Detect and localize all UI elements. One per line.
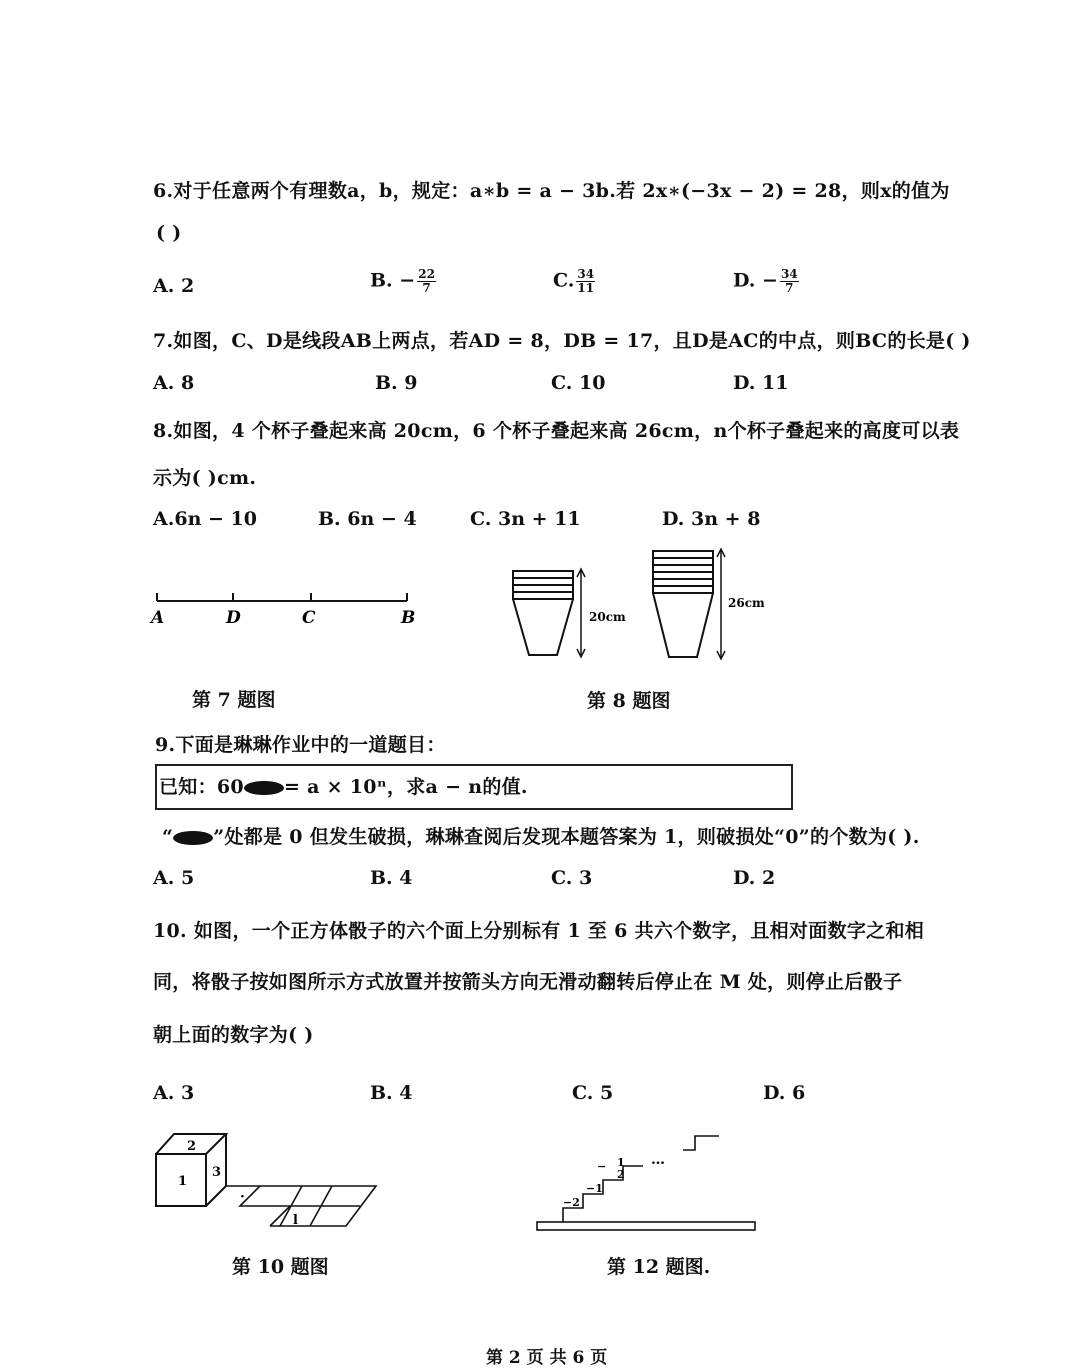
die-face-top: 2 — [187, 1139, 197, 1154]
step-label-minus: − — [597, 1160, 607, 1173]
q6-option-c-num: 34 — [577, 267, 595, 281]
figure-10-caption: 第 10 题图 — [232, 1256, 329, 1278]
figure-7-caption: 第 7 题图 — [192, 689, 276, 711]
q8-stem-line2: 示为( )cm. — [153, 467, 257, 489]
q8-stem-line1: 8.如图，4 个杯子叠起来高 20cm，6 个杯子叠起来高 26cm，n个杯子叠起来的高度可以表 — [153, 420, 960, 442]
q6-option-b — [370, 268, 436, 295]
label-20cm: 20cm — [589, 610, 626, 624]
q9-box-text — [159, 772, 528, 799]
die-face-side: 3 — [212, 1165, 222, 1180]
q6-option-d-den: 7 — [785, 281, 794, 295]
grid-mark: l — [293, 1213, 298, 1228]
q9-option-a: A. 5 — [153, 867, 195, 889]
stairs — [563, 1166, 643, 1222]
q9-problem-box — [155, 764, 793, 810]
q8-option-a: A.6n − 10 — [153, 508, 257, 530]
figure-7-segment — [145, 585, 425, 635]
q6-option-c-fraction — [576, 268, 595, 295]
q6-stem: 6.对于任意两个有理数a，b，规定：a∗b = a − 3b.若 2x∗(−3x − 2) = 28，则x的值为 — [153, 180, 950, 202]
damaged-blot — [244, 781, 284, 795]
q10-line1: 10. 如图，一个正方体骰子的六个面上分别标有 1 至 6 共六个数字，且相对面数字之和相 — [153, 920, 925, 942]
damaged-blot-2 — [173, 831, 213, 845]
point-a-label: A — [151, 608, 165, 628]
point-c-label: C — [302, 608, 316, 628]
q6-option-d-num: 34 — [780, 267, 798, 281]
q9-note — [162, 822, 920, 849]
q6-option-c — [553, 268, 595, 295]
q7-option-d: D. 11 — [733, 372, 789, 394]
q6-option-d-fraction — [780, 268, 799, 295]
figure-8-cups — [505, 545, 785, 665]
q10-option-c: C. 5 — [572, 1082, 614, 1104]
figure-12-staircase — [533, 1128, 761, 1238]
q9-note-rest: ”处都是 0 但发生破损，琳琳查阅后发现本题答案为 1，则破损处“0”的个数为( ). — [213, 826, 920, 848]
q6-option-b-den: 7 — [422, 281, 431, 295]
q6-option-c-letter: C. — [553, 269, 575, 292]
point-b-label: B — [401, 608, 416, 628]
q7-stem: 7.如图，C、D是线段AB上两点，若AD = 8，DB = 17，且D是AC的中点，则BC的长是( ) — [153, 330, 971, 352]
step-label-1: 1 — [617, 1156, 625, 1169]
q10-option-a: A. 3 — [153, 1082, 195, 1104]
q10-line3: 朝上面的数字为( ) — [153, 1024, 314, 1046]
q10-option-d: D. 6 — [763, 1082, 806, 1104]
figure-8-caption: 第 8 题图 — [587, 690, 671, 712]
figure-12-caption: 第 12 题图. — [607, 1256, 711, 1278]
q9-option-d: D. 2 — [733, 867, 776, 889]
q7-option-c: C. 10 — [551, 372, 606, 394]
step-label-neg1: −1 — [586, 1182, 603, 1195]
q9-box-suffix: = a × 10ⁿ，求a − n的值. — [283, 776, 528, 798]
label-26cm: 26cm — [728, 596, 765, 610]
q6-option-b-letter: B. − — [370, 269, 416, 292]
q6-option-a-letter: A. — [153, 275, 175, 297]
upper-stairs — [683, 1136, 719, 1150]
figure-10-dice — [150, 1128, 385, 1233]
q6-option-b-fraction — [417, 268, 436, 295]
q7-option-a: A. 8 — [153, 372, 195, 394]
q6-option-b-num: 22 — [418, 267, 435, 281]
q10-line2: 同，将骰子按如图所示方式放置并按箭头方向无滑动翻转后停止在 M 处，则停止后骰子 — [153, 971, 903, 993]
q9-option-b: B. 4 — [370, 867, 413, 889]
q7-option-b: B. 9 — [375, 372, 418, 394]
q8-option-b: B. 6n − 4 — [318, 508, 417, 530]
arrow-dots: · — [240, 1189, 245, 1205]
q9-stem: 9.下面是琳琳作业中的一道题目： — [155, 734, 446, 756]
page-footer: 第 2 页 共 6 页 — [486, 1348, 608, 1368]
q6-option-a-text: 2 — [180, 275, 195, 297]
q10-option-b: B. 4 — [370, 1082, 413, 1104]
q9-option-c: C. 3 — [551, 867, 593, 889]
q6-option-d-letter: D. − — [733, 269, 778, 292]
die-face-front: 1 — [178, 1174, 188, 1189]
q8-option-d: D. 3n + 8 — [662, 508, 761, 530]
cup-stack-4 — [513, 571, 573, 655]
q6-option-c-den: 11 — [577, 281, 595, 295]
grid-path — [206, 1186, 376, 1226]
point-d-label: D — [226, 608, 241, 628]
cup-stack-6 — [653, 551, 713, 657]
q6-option-a — [153, 275, 194, 297]
q9-note-open: “ — [162, 826, 174, 848]
q6-option-d — [733, 268, 799, 295]
ground-bar — [537, 1222, 755, 1230]
q6-paren: ( ) — [156, 222, 182, 244]
step-label-2: 2 — [617, 1168, 625, 1181]
step-label-neg2: −2 — [563, 1196, 580, 1209]
q9-box-prefix: 已知：60 — [159, 776, 244, 798]
stairs-ellipsis: … — [651, 1152, 665, 1168]
q8-option-c: C. 3n + 11 — [470, 508, 581, 530]
